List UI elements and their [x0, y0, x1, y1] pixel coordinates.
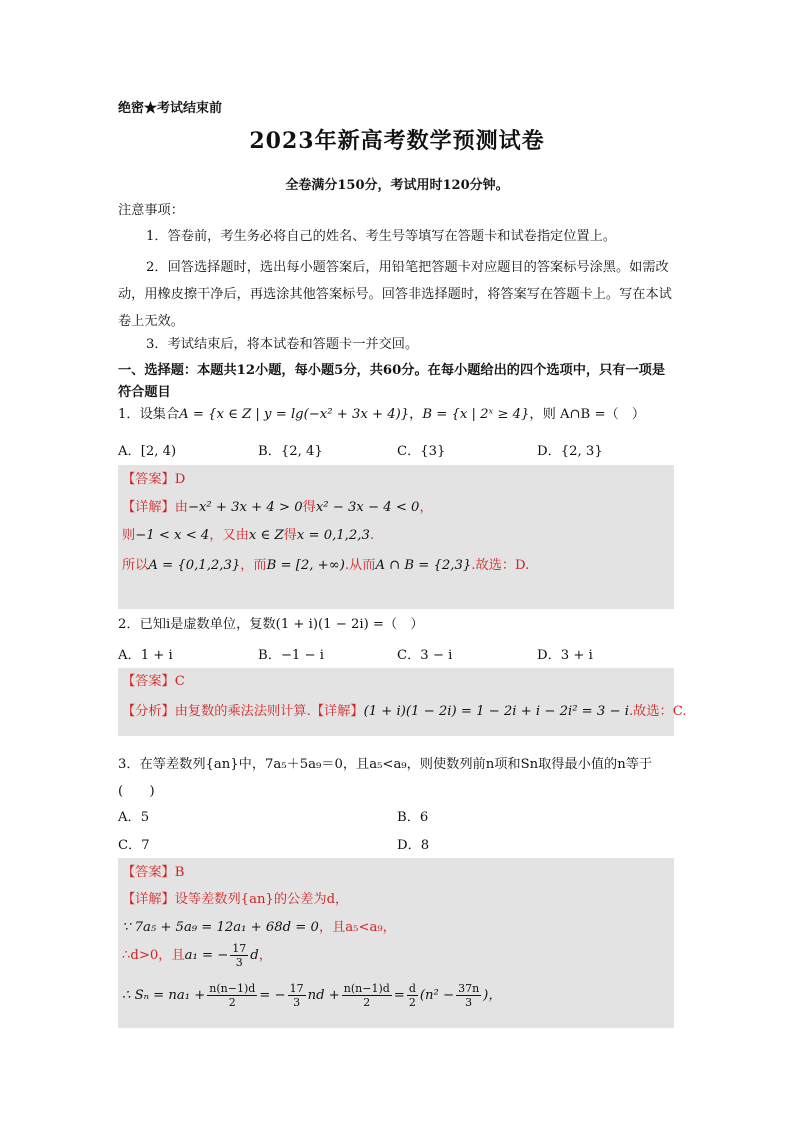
- note-item-1: 1．答卷前，考生务必将自己的姓名、考生号等填写在答题卡和试卷指定位置上。: [146, 229, 616, 244]
- q2-detail-tag: 【详解】: [310, 704, 364, 719]
- q3-detail-tag: 【详解】: [122, 892, 175, 907]
- q3-math: d: [250, 948, 259, 963]
- q2-option-b: B．−1 − i: [258, 648, 324, 663]
- q1-text: .故选：D.: [471, 558, 530, 573]
- q1-text: 由: [174, 500, 188, 515]
- q3-fraction: [207, 982, 257, 1009]
- q3-text: ，且a₅<a₉，: [318, 920, 396, 935]
- q3-option-d: D．8: [397, 838, 430, 853]
- q1-math: x² − 3x − 4 < 0: [315, 500, 420, 515]
- q3-detail-line-3: [122, 942, 272, 969]
- q2-option-a: A．1 + i: [118, 648, 173, 663]
- q3-option-b: B．6: [397, 810, 429, 825]
- q2-answer-tag: 【答案】: [122, 674, 175, 689]
- q1-stem-suffix: ，则 A∩B =（ ）: [529, 407, 646, 422]
- q3-fraction: [230, 942, 248, 969]
- q2-answer-value: C: [174, 674, 185, 689]
- q1-answer-value: D: [174, 472, 186, 487]
- q3-math: = −: [259, 988, 286, 1003]
- q2-answer-box: [118, 668, 687, 736]
- q1-math: −1 < x < 4: [135, 528, 210, 543]
- q3-detail-text: 设等差数列{an}的公差为d，: [174, 892, 349, 907]
- q3-frac-den: 3: [293, 996, 301, 1009]
- q3-math: =: [393, 988, 405, 1003]
- q3-text: ∴d>0，且: [122, 948, 185, 963]
- q1-text: 得: [283, 528, 297, 543]
- q2-detail-math: (1 + i)(1 − 2i) = 1 − 2i + i − 2i² = 3 − i: [363, 704, 629, 719]
- q3-frac-num: n(n−1)d: [343, 982, 390, 995]
- q1-answer-box: [118, 465, 674, 609]
- q1-math: A ∩ B = {2,3}: [375, 558, 472, 573]
- q1-stem-prefix: 1．设集合: [118, 407, 180, 422]
- q1-text: .: [369, 528, 375, 543]
- q3-fraction: [342, 982, 392, 1009]
- q3-answer-tag: 【答案】: [122, 865, 175, 880]
- q1-option-a: A．[2, 4): [118, 444, 177, 459]
- q3-frac-num: 17: [289, 982, 304, 995]
- page-title: 2023年新高考数学预测试卷: [249, 128, 545, 154]
- q3-frac-den: 2: [408, 996, 416, 1009]
- q3-math: (n² −: [419, 988, 455, 1003]
- q1-option-d: D．{2, 3}: [537, 444, 603, 459]
- q1-math: −x² + 3x + 4 > 0: [187, 500, 303, 515]
- q2-detail-end: .故选：C.: [628, 704, 687, 719]
- q1-set-a: A = {x ∈ Z | y = lg(−x² + 3x + 4)}: [179, 407, 410, 422]
- q1-option-b: B．{2, 4}: [258, 444, 323, 459]
- q3-math: a₁ = −: [184, 948, 229, 963]
- q1-answer-tag: 【答案】: [122, 472, 175, 487]
- section-heading: 一、选择题：本题共12小题，每小题5分，共60分。在每小题给出的四个选项中，只有一项是符合题目: [118, 363, 666, 400]
- q1-text: 所以: [122, 558, 149, 573]
- q3-frac-den: 3: [465, 996, 473, 1009]
- q1-text: ，又由: [209, 528, 249, 543]
- q1-math: x ∈ Z: [248, 528, 284, 543]
- q3-frac-num: 17: [232, 942, 247, 955]
- q1-set-b: B = {x | 2ˣ ≥ 4}: [422, 407, 530, 422]
- q3-option-a: A．5: [118, 810, 150, 825]
- question-2-stem: 2．已知i是虚数单位，复数(1 + i)(1 − 2i) =（ ）: [118, 617, 424, 632]
- q1-text: ，而: [240, 558, 267, 573]
- q1-math: B = [2, +∞): [266, 558, 345, 573]
- q1-text: 则: [122, 528, 136, 543]
- q3-fraction: [288, 982, 306, 1009]
- q2-option-c: C．3 − i: [397, 648, 453, 663]
- question-1-stem: 1．设集合A = {x ∈ Z | y = lg(−x² + 3x + 4)}，B = {x | 2ˣ ≥ 4}，则 A∩B =（ ）: [118, 407, 646, 422]
- q1-detail-line-3: [122, 554, 529, 573]
- q3-frac-num: n(n−1)d: [209, 982, 256, 995]
- q2-analysis: 由复数的乘法法则计算.: [174, 704, 311, 719]
- question-3-stem-line-1: 3．在等差数列{an}中，7a₅＋5a₉＝0，且a₅<a₉，则使数列前n项和Sn取得最小值的n等于: [118, 757, 653, 772]
- notes-heading: 注意事项：: [118, 203, 184, 218]
- q1-option-c: C．{3}: [397, 444, 446, 459]
- q3-text: ，: [258, 948, 272, 963]
- q3-answer-box: [118, 858, 674, 1028]
- q3-answer-line: [122, 861, 184, 880]
- q1-detail-line-2: [122, 524, 374, 543]
- q2-analysis-tag: 【分析】: [122, 704, 175, 719]
- question-3-stem-line-2: ( ): [118, 784, 155, 799]
- q3-detail-line-2: [122, 916, 396, 935]
- secret-label: 绝密★考试结束前: [118, 101, 223, 116]
- note-item-3: 3．考试结束后，将本试卷和答题卡一并交回。: [146, 337, 419, 352]
- q3-frac-den: 2: [228, 996, 236, 1009]
- exam-subtitle: 全卷满分150分，考试用时120分钟。: [285, 178, 509, 193]
- q3-math: ∵ 7a₅ + 5a₉ = 12a₁ + 68d = 0: [122, 920, 319, 935]
- q2-option-d: D．3 + i: [537, 648, 593, 663]
- q3-math: nd +: [307, 988, 340, 1003]
- q1-text: .从而: [344, 558, 376, 573]
- q1-detail-line-1: [122, 496, 433, 515]
- q3-answer-value: B: [174, 865, 185, 880]
- q1-math: x = 0,1,2,3: [296, 528, 370, 543]
- q1-text: ，: [419, 500, 433, 515]
- q3-fraction: [456, 982, 481, 1009]
- q3-math: ∴ Sₙ = na₁ +: [122, 988, 206, 1003]
- q3-detail-line-1: [122, 888, 348, 907]
- q3-math: )，: [483, 988, 502, 1003]
- q1-text: 得: [302, 500, 316, 515]
- q3-frac-num: 37n: [458, 982, 480, 995]
- q3-option-c: C．7: [118, 838, 150, 853]
- note-item-2: 2．回答选择题时，选出每小题答案后，用铅笔把答题卡对应题目的答案标号涂黑。如需改动，用橡皮擦干净后，再选涂其他答案标号。回答非选择题时，将答案写在答题卡上。写在本试卷上无效。: [118, 260, 672, 329]
- q3-frac-den: 3: [235, 956, 243, 969]
- q3-fraction: [407, 982, 418, 1009]
- q1-math: A = {0,1,2,3}: [148, 558, 241, 573]
- q2-answer-line: [122, 670, 185, 689]
- q1-detail-tag: 【详解】: [122, 500, 175, 515]
- q3-frac-den: 2: [363, 996, 371, 1009]
- q3-detail-line-4: [122, 982, 502, 1009]
- q1-answer-line: [122, 468, 185, 487]
- q2-detail-line: [122, 700, 687, 719]
- q3-frac-num: d: [408, 982, 416, 995]
